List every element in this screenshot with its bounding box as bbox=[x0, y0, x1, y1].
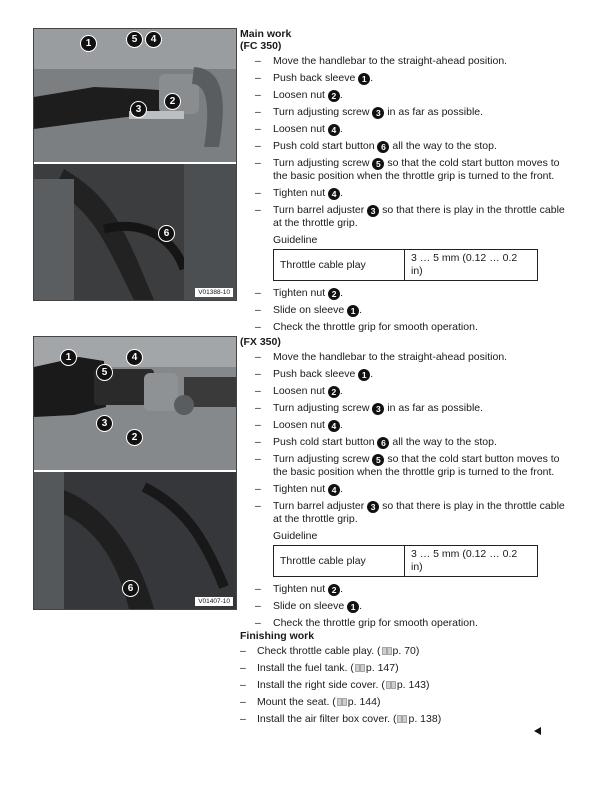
step-list-after bbox=[240, 287, 572, 334]
step-item bbox=[240, 89, 572, 102]
callout-ref: 4 bbox=[328, 484, 340, 496]
finishing-text: Install the fuel tank. ( bbox=[257, 662, 354, 674]
step-item bbox=[240, 385, 572, 398]
step-text: . bbox=[340, 483, 343, 495]
book-reference-icon bbox=[382, 647, 392, 655]
callout-4: 4 bbox=[126, 349, 143, 366]
step-list bbox=[240, 351, 572, 526]
callout-ref: 6 bbox=[377, 437, 389, 449]
finishing-text: ) bbox=[377, 696, 381, 708]
finishing-text: Install the air filter box cover. ( bbox=[257, 713, 397, 725]
guideline-label: Guideline bbox=[273, 234, 318, 246]
callout-1: 1 bbox=[80, 35, 97, 52]
step-text: Tighten nut bbox=[273, 583, 329, 595]
callout-5: 5 bbox=[96, 364, 113, 381]
section-finishing bbox=[240, 630, 572, 730]
book-reference-icon bbox=[355, 664, 365, 672]
step-item bbox=[240, 402, 572, 415]
step-text: Loosen nut bbox=[273, 123, 328, 135]
step-text: in as far as possible. bbox=[384, 106, 484, 118]
step-list bbox=[240, 55, 572, 230]
section-subtitle: (FX 350) bbox=[240, 336, 281, 348]
step-item bbox=[240, 287, 572, 300]
page-reference[interactable]: p. 143 bbox=[396, 679, 427, 691]
figure-code: V01407-10 bbox=[195, 597, 233, 606]
finishing-list bbox=[240, 645, 572, 726]
finishing-text: ) bbox=[437, 713, 442, 725]
finishing-item bbox=[240, 713, 572, 726]
step-text: so that there is play in the throttle cable at the throttle grip. bbox=[273, 500, 565, 525]
step-item bbox=[240, 600, 572, 613]
step-text: Check the throttle grip for smooth operation. bbox=[273, 617, 478, 629]
step-text: . bbox=[370, 368, 374, 380]
step-item bbox=[240, 140, 572, 153]
step-item bbox=[240, 617, 572, 630]
step-text: Turn adjusting screw bbox=[273, 106, 373, 118]
step-item bbox=[240, 157, 572, 183]
callout-ref: 2 bbox=[328, 584, 340, 596]
guideline-value: 3 … 5 mm (0.12 … 0.2 in) bbox=[405, 546, 538, 577]
step-text: . bbox=[340, 187, 343, 199]
finishing-text: ) bbox=[415, 645, 420, 657]
callout-ref: 1 bbox=[358, 73, 370, 85]
callout-ref: 2 bbox=[328, 90, 340, 102]
guideline-parameter: Throttle cable play bbox=[274, 250, 405, 281]
callout-ref: 5 bbox=[372, 158, 384, 170]
finishing-item bbox=[240, 662, 572, 675]
step-text: Tighten nut bbox=[273, 287, 329, 299]
end-of-section-arrow-icon bbox=[534, 727, 541, 735]
figure-code: V01388-10 bbox=[195, 288, 233, 297]
step-item bbox=[240, 123, 572, 136]
step-text: Push cold start button bbox=[273, 140, 378, 152]
step-text: Turn adjusting screw bbox=[273, 402, 373, 414]
section-subtitle: (FC 350) bbox=[240, 40, 282, 52]
step-text: Push cold start button bbox=[273, 436, 378, 448]
step-text: . bbox=[339, 123, 343, 135]
step-item bbox=[240, 106, 572, 119]
callout-ref: 3 bbox=[367, 501, 379, 513]
callout-ref: 2 bbox=[328, 386, 340, 398]
step-text: Push back sleeve bbox=[273, 72, 359, 84]
step-text: . bbox=[339, 89, 343, 101]
callout-ref: 4 bbox=[328, 124, 340, 136]
step-item bbox=[240, 72, 572, 85]
callout-6: 6 bbox=[158, 225, 175, 242]
guideline-parameter: Throttle cable play bbox=[274, 546, 405, 577]
step-text: . bbox=[370, 72, 374, 84]
callout-ref: 4 bbox=[328, 188, 340, 200]
main-work-title: Main work bbox=[240, 28, 292, 40]
section-fc350 bbox=[240, 28, 572, 338]
callout-3: 3 bbox=[130, 101, 147, 118]
step-text: . bbox=[339, 385, 343, 397]
step-text: Move the handlebar to the straight-ahead position. bbox=[273, 55, 508, 67]
page-reference[interactable]: p. 138 bbox=[408, 713, 438, 725]
callout-1: 1 bbox=[60, 349, 77, 366]
step-item bbox=[240, 453, 572, 479]
step-text: Tighten nut bbox=[273, 187, 329, 199]
step-text: so that there is play in the throttle cable at the throttle grip. bbox=[273, 204, 565, 229]
step-text: Move the handlebar to the straight-ahead position. bbox=[273, 351, 508, 363]
step-text: so that the cold start button moves to the basic position when the throttle grip is turned to the front. bbox=[273, 453, 560, 478]
callout-3: 3 bbox=[96, 415, 113, 432]
finishing-text: ) bbox=[426, 679, 430, 691]
guideline-table bbox=[273, 545, 538, 577]
step-text: Push back sleeve bbox=[273, 368, 359, 380]
step-item bbox=[240, 204, 572, 230]
step-item bbox=[240, 483, 572, 496]
callout-4: 4 bbox=[145, 31, 162, 48]
book-reference-icon bbox=[337, 698, 347, 706]
step-item bbox=[240, 187, 572, 200]
finishing-text: Mount the seat. ( bbox=[257, 696, 336, 708]
callout-2: 2 bbox=[164, 93, 181, 110]
section-fx350 bbox=[240, 336, 572, 634]
callout-2: 2 bbox=[126, 429, 143, 446]
callout-ref: 3 bbox=[367, 205, 379, 217]
step-text: Loosen nut bbox=[273, 419, 328, 431]
guideline-label: Guideline bbox=[273, 530, 318, 542]
step-text: Tighten nut bbox=[273, 483, 329, 495]
step-text: Loosen nut bbox=[273, 89, 328, 101]
step-item bbox=[240, 419, 572, 432]
step-item bbox=[240, 500, 572, 526]
callout-ref: 3 bbox=[372, 403, 384, 415]
finishing-text: Check throttle cable play. ( bbox=[257, 645, 381, 657]
step-text: . bbox=[340, 287, 343, 299]
finishing-title: Finishing work bbox=[240, 630, 315, 642]
step-text: Turn barrel adjuster bbox=[273, 500, 368, 512]
step-item bbox=[240, 583, 572, 596]
guideline-table bbox=[273, 249, 538, 281]
figure-fc350 bbox=[33, 28, 237, 301]
photo-illustration bbox=[34, 29, 236, 300]
step-text: so that the cold start button moves to the basic position when the throttle grip is turned to the front. bbox=[273, 157, 560, 182]
callout-5: 5 bbox=[126, 31, 143, 48]
step-item bbox=[240, 304, 572, 317]
step-text: in as far as possible. bbox=[384, 402, 484, 414]
step-item bbox=[240, 321, 572, 334]
book-reference-icon bbox=[397, 715, 407, 723]
step-text: all the way to the stop. bbox=[389, 436, 497, 448]
page-reference[interactable]: p. 144 bbox=[347, 696, 377, 708]
callout-ref: 1 bbox=[358, 369, 370, 381]
step-item bbox=[240, 368, 572, 381]
step-text: Slide on sleeve bbox=[273, 304, 348, 316]
callout-ref: 5 bbox=[372, 454, 384, 466]
callout-ref: 1 bbox=[347, 601, 359, 613]
step-list-after bbox=[240, 583, 572, 630]
page-reference[interactable]: p. 147 bbox=[365, 662, 396, 674]
callout-ref: 6 bbox=[377, 141, 389, 153]
callout-6: 6 bbox=[122, 580, 139, 597]
callout-ref: 3 bbox=[372, 107, 384, 119]
step-text: Loosen nut bbox=[273, 385, 328, 397]
callout-ref: 1 bbox=[347, 305, 359, 317]
step-text: Turn barrel adjuster bbox=[273, 204, 368, 216]
finishing-item bbox=[240, 679, 572, 692]
step-text: . bbox=[359, 600, 363, 612]
finishing-text: Install the right side cover. ( bbox=[257, 679, 385, 691]
step-item bbox=[240, 436, 572, 449]
photo-illustration bbox=[34, 337, 236, 609]
finishing-item bbox=[240, 696, 572, 709]
step-text: . bbox=[339, 419, 343, 431]
callout-ref: 4 bbox=[328, 420, 340, 432]
callout-ref: 2 bbox=[328, 288, 340, 300]
step-text: all the way to the stop. bbox=[389, 140, 497, 152]
page-reference[interactable]: p. 70 bbox=[392, 645, 416, 657]
step-item bbox=[240, 55, 572, 68]
figure-fx350 bbox=[33, 336, 237, 610]
step-text: . bbox=[340, 583, 343, 595]
book-reference-icon bbox=[386, 681, 396, 689]
step-text: Turn adjusting screw bbox=[273, 453, 373, 465]
step-text: . bbox=[359, 304, 363, 316]
finishing-text: ) bbox=[395, 662, 399, 674]
guideline-value: 3 … 5 mm (0.12 … 0.2 in) bbox=[405, 250, 538, 281]
step-text: Check the throttle grip for smooth operation. bbox=[273, 321, 478, 333]
step-text: Turn adjusting screw bbox=[273, 157, 373, 169]
finishing-item bbox=[240, 645, 572, 658]
step-text: Slide on sleeve bbox=[273, 600, 348, 612]
step-item bbox=[240, 351, 572, 364]
